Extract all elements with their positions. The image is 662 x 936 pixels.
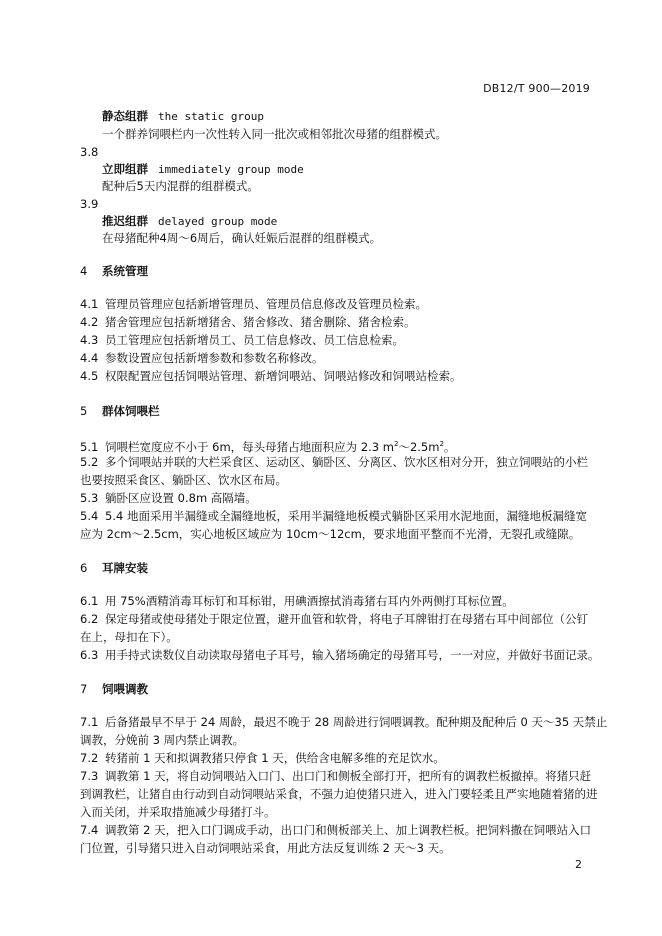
clause-number: 7.3	[80, 769, 99, 783]
clause	[80, 508, 587, 524]
section-title: 系统管理	[102, 264, 148, 278]
clause-continuation: 门位置，引导猪只进入自动饲喂站采食，用此方法反复训练 2 天～3 天。	[80, 841, 451, 855]
clause-continuation: 调教，分娩前 3 周内禁止调教。	[80, 733, 245, 747]
clause-continuation: 应为 2cm～2.5cm，实心地板区域应为 10cm～12cm，要求地面平整而不光滑，无裂孔或缝隙。	[80, 527, 581, 541]
clause-number: 6.2	[80, 612, 99, 626]
section-number: 7	[80, 682, 88, 696]
section-heading	[80, 560, 148, 576]
standard-id: DB12/T 900—2019	[483, 82, 590, 95]
term-heading	[102, 161, 304, 178]
term-zh: 立即组群	[102, 162, 148, 176]
section-number: 6	[80, 561, 88, 575]
term-heading	[102, 108, 264, 125]
clause-text: 。	[443, 439, 456, 454]
clause-text: 用 75%酒精消毒耳标钉和耳标钳，用碘酒擦拭消毒猪右耳内外两侧打耳标位置。	[105, 594, 514, 608]
section-title: 饲喂调教	[102, 682, 148, 696]
clause-text: 饲喂栏宽度应不小于 6m，每头母猪占地面积应为 2.3 m	[105, 439, 394, 454]
clause-number: 4.2	[80, 315, 99, 329]
section-heading	[80, 681, 148, 697]
clause-text: 管理员管理应包括新增管理员、管理员信息修改及管理员检索。	[105, 297, 427, 311]
term-heading	[102, 213, 277, 230]
section-heading	[80, 403, 160, 419]
clause-number: 4.5	[80, 369, 99, 383]
clause-number: 4.4	[80, 351, 99, 365]
clause-continuation: 也要按照采食区、躺卧区、饮水区布局。	[80, 473, 287, 487]
clause-text: 5.4 地面采用半漏缝或全漏缝地板，采用半漏缝地板模式躺卧区采用水泥地面，漏缝地板漏缝宽	[105, 509, 587, 523]
clause-text: 猪舍管理应包括新增猪舍、猪舍修改、猪舍删除、猪舍检索。	[105, 315, 416, 329]
clause-text: 权限配置应包括饲喂站管理、新增饲喂站、饲喂站修改和饲喂站检索。	[105, 369, 462, 383]
section-title: 耳牌安装	[102, 561, 148, 575]
clause	[80, 611, 588, 627]
term-zh: 静态组群	[102, 109, 148, 123]
clause-text: ～2.5m	[398, 439, 440, 454]
clause-continuation: 在上，母扣在下）。	[80, 630, 178, 644]
clause	[80, 593, 514, 609]
term-definition: 配种后5天内混群的组群模式。	[102, 179, 259, 193]
clause-text: 调教第 1 天，将自动饲喂站入口门、出口门和侧板全部打开，把所有的调教栏板撤掉。将猪只赶	[105, 769, 592, 783]
clause-text: 参数设置应包括新增参数和参数名称修改。	[105, 351, 324, 365]
term-en: immediately group mode	[158, 163, 304, 176]
clause-number: 4.3	[80, 333, 99, 347]
section-number: 5	[80, 404, 88, 418]
clause-text: 员工管理应包括新增员工、员工信息修改、员工信息检索。	[105, 333, 404, 347]
clause-text: 躺卧区应设置 0.8m 高隔墙。	[105, 491, 257, 505]
clause	[80, 296, 427, 312]
clause	[80, 647, 600, 663]
term-definition: 一个群养饲喂栏内一次性转入同一批次或相邻批次母猪的组群模式。	[102, 127, 447, 141]
section-heading	[80, 263, 148, 279]
section-number: 4	[80, 264, 88, 278]
clause	[80, 750, 445, 766]
clause-text: 保定母猪或使母猪处于限定位置，避开血管和软骨，将电子耳牌钳打在母猪右耳中间部位（公钉	[105, 612, 588, 626]
term-en: the static group	[158, 110, 264, 123]
clause-number: 5.2	[80, 455, 99, 469]
term-definition: 在母猪配种4周～6周后，确认妊娠后混群的组群模式。	[102, 231, 382, 245]
clause	[80, 436, 455, 455]
clause-number: 6.1	[80, 594, 99, 608]
clause	[80, 768, 591, 784]
clause-text: 后备猪最早不早于 24 周龄，最迟不晚于 28 周龄进行饲喂调教。配种期及配种后 0 天～35 天禁止	[105, 715, 608, 729]
clause-number: 7.2	[80, 751, 99, 765]
clause-number: 6.3	[80, 648, 99, 662]
clause-number: 7.1	[80, 715, 99, 729]
clause-number: 4.1	[80, 297, 99, 311]
clause	[80, 490, 257, 506]
clause	[80, 454, 588, 470]
clause-text: 转猪前 1 天和拟调教猪只停食 1 天，供给含电解多维的充足饮水。	[105, 751, 445, 765]
clause-text: 用手持式读数仪自动读取母猪电子耳号，输入猪场确定的母猪耳号，一一对应，并做好书面记录。	[105, 648, 600, 662]
clause	[80, 822, 591, 838]
page-number: 2	[575, 858, 582, 871]
clause-continuation: 入而关闭，并采取措施减少母猪打斗。	[80, 805, 276, 819]
term-number: 3.9	[80, 197, 99, 211]
clause-number: 5.4	[80, 509, 99, 523]
clause-number: 5.1	[80, 439, 99, 454]
clause	[80, 368, 462, 384]
term-zh: 推迟组群	[102, 214, 148, 228]
clause	[80, 350, 324, 366]
term-en: delayed group mode	[158, 215, 278, 228]
clause	[80, 332, 404, 348]
clause-text: 多个饲喂站并联的大栏采食区、运动区、躺卧区、分离区、饮水区相对分开，独立饲喂站的小栏	[105, 455, 588, 469]
clause	[80, 714, 607, 730]
section-title: 群体饲喂栏	[102, 404, 160, 418]
superscript: 2	[393, 440, 399, 448]
clause-continuation: 到调教栏，让猪自由行动到自动饲喂站采食，不强力迫使猪只进入，进入门要轻柔且严实地随着猪的进	[80, 787, 598, 801]
superscript: 2	[439, 440, 444, 448]
clause-number: 5.3	[80, 491, 99, 505]
clause-text: 调教第 2 天，把入口门调成手动，出口门和侧板部关上、加上调教栏板。把饲料撒在饲喂站入口	[105, 823, 592, 837]
term-number: 3.8	[80, 145, 99, 159]
clause-number: 7.4	[80, 823, 99, 837]
clause	[80, 314, 416, 330]
